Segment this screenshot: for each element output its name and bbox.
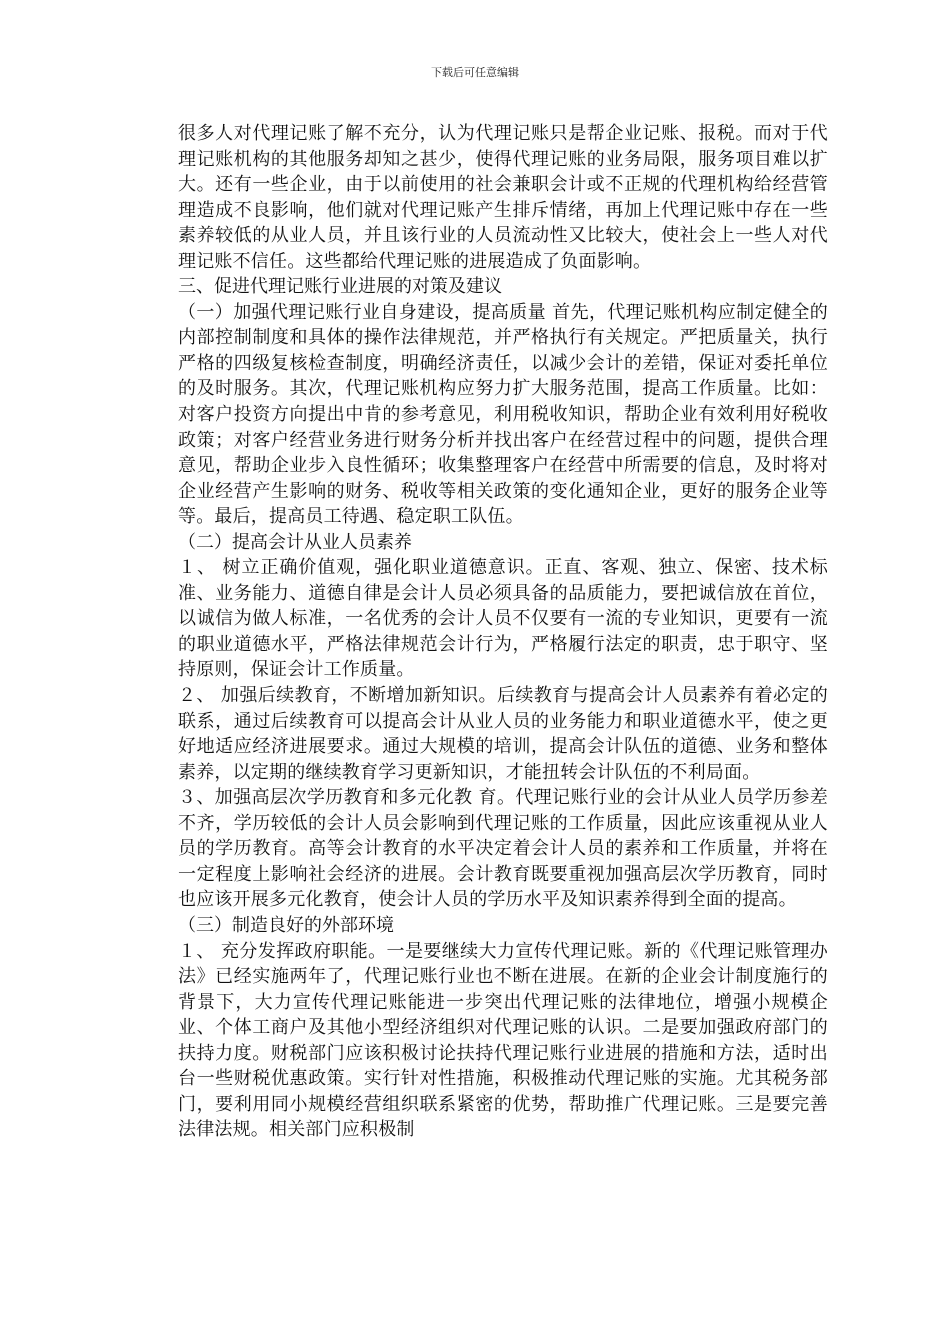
subsection-heading-2: （二）提高会计从业人员素养 [178,531,412,553]
page-header: 下载后可任意编辑 [431,66,519,79]
paragraph-government-role: １、 充分发挥政府职能。一是要继续大力宣传代理记账。新的《代理记账管理办法》已经实施两年了，代理记账行业也不断在进展。在新的企业会计制度施行的背景下，大力宣传代理记账能进一步突出代理记账的法律地位，增强小规模企业、个体工商户及其他小型经济组织对代理记账的认识。二是要加强政府部门的扶持力度。财税部门应该积极讨论扶持代理记账行业进展的措施和方法，适时出台一些财税优惠政策。实行针对性措施，积极推动代理记账的实施。尤其税务部门，要利用同小规模经营组织联系紧密的优势，帮助推广代理记账。三是要完善法律法规。相关部门应积极制 [178,940,828,1141]
section-heading-3: 三、促进代理记账行业进展的对策及建议 [178,276,502,298]
subsection-heading-3: （三）制造良好的外部环境 [178,914,394,936]
paragraph-higher-education: ３、加强高层次学历教育和多元化教 育。代理记账行业的会计从业人员学历参差不齐，学历较低的会计人员会影响到代理记账的工作质量，因此应该重视从业人员的学历教育。高等会计教育的水平决定着会计人员的素养和工作质量，并将在一定程度上影响社会经济的进展。会计教育既要重视加强高层次学历教育，同时也应该开展多元化教育，使会计人员的学历水平及知识素养得到全面的提高。 [178,787,828,911]
paragraph-continuing-education: ２、 加强后续教育，不断增加新知识。后续教育与提高会计人员素养有着必定的联系，通过后续教育可以提高会计从业人员的业务能力和职业道德水平，使之更好地适应经济进展要求。通过大规模的培训，提高会计队伍的道德、业务和整体素养，以定期的继续教育学习更新知识，才能扭转会计队伍的不利局面。 [178,685,828,783]
document-body [178,121,828,1143]
paragraph-values: １、 树立正确价值观，强化职业道德意识。正直、客观、独立、保密、技术标准、业务能力、道德自律是会计人员必须具备的品质能力，要把诚信放在首位，以诚信为做人标准，一名优秀的会计人员不仅要有一流的专业知识，更要有一流的职业道德水平，严格法律规范会计行为，严格履行法定的职责，忠于职守、坚持原则，保证会计工作质量。 [178,557,828,681]
paragraph-industry-building: （一）加强代理记账行业自身建设，提高质量 首先，代理记账机构应制定健全的内部控制制度和具体的操作法律规范，并严格执行有关规定。严把质量关，执行严格的四级复核检查制度，明确经济责任，以减少会计的差错，保证对委托单位的及时服务。其次，代理记账机构应努力扩大服务范围，提高工作质量。比如：对客户投资方向提出中肯的参考意见，利用税收知识，帮助企业有效利用好税收政策；对客户经营业务进行财务分析并找出客户在经营过程中的问题，提供合理意见，帮助企业步入良性循环；收集整理客户在经营中所需要的信息，及时将对企业经营产生影响的财务、税收等相关政策的变化通知企业，更好的服务企业等等。最后，提高员工待遇、稳定职工队伍。 [178,301,828,528]
paragraph-awareness: 很多人对代理记账了解不充分，认为代理记账只是帮企业记账、报税。而对于代理记账机构的其他服务却知之甚少，使得代理记账的业务局限，服务项目难以扩大。还有一些企业，由于以前使用的社会兼职会计或不正规的代理机构给经营管理造成不良影响，他们就对代理记账产生排斥情绪，再加上代理记账中存在一些素养较低的从业人员，并且该行业的人员流动性又比较大，使社会上一些人对代理记账不信任。这些都给代理记账的进展造成了负面影响。 [178,123,828,272]
